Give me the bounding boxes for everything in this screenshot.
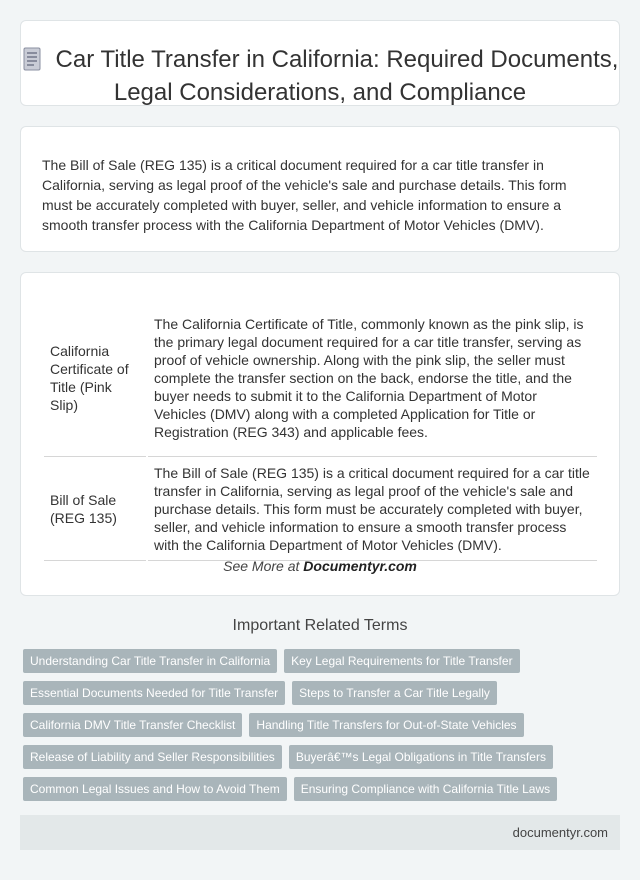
term-cell: Bill of Sale (REG 135) <box>44 457 146 561</box>
definitions-table <box>42 299 599 561</box>
description-cell: The California Certificate of Title, commonly known as the pink slip, is the primary legal document required for a car title transfer, serving as proof of vehicle ownership. Along with the pink slip, the seller must complete the transfer section on the back, endorse the title, and the buyer needs to submit it to the California Department of Motor Vehicles (DMV) along with a completed Application for Title or Registration (REG 343) and applicable fees. <box>148 299 597 457</box>
intro-paragraph: The Bill of Sale (REG 135) is a critical document required for a car title transfer in California, serving as legal proof of the vehicle's sale and purchase details. This form must be accurately completed with buyer, seller, and vehicle information to ensure a smooth transfer process with the California Department of Motor Vehicles (DMV). <box>42 157 567 233</box>
related-term-tag[interactable]: Essential Documents Needed for Title Transfer <box>23 681 285 705</box>
footer-site-link[interactable]: documentyr.com <box>512 825 608 840</box>
footer <box>20 815 620 850</box>
tag-row <box>23 681 497 705</box>
table-row <box>44 457 597 561</box>
see-more-link[interactable]: Documentyr.com <box>303 558 417 574</box>
related-term-tag[interactable]: California DMV Title Transfer Checklist <box>23 713 242 737</box>
tag-row <box>23 649 520 673</box>
table-row <box>44 299 597 457</box>
related-term-tag[interactable]: Understanding Car Title Transfer in California <box>23 649 277 673</box>
related-term-tag[interactable]: Steps to Transfer a Car Title Legally <box>292 681 497 705</box>
page-title <box>21 21 619 107</box>
page-title-text: Car Title Transfer in California: Required Documents, Legal Considerations, and Compliance <box>55 46 619 106</box>
related-term-tag[interactable]: Handling Title Transfers for Out-of-State Vehicles <box>249 713 523 737</box>
title-card <box>20 20 620 106</box>
tag-row <box>23 745 553 769</box>
document-icon <box>22 47 42 78</box>
related-term-tag[interactable]: Common Legal Issues and How to Avoid Them <box>23 777 287 801</box>
tag-row <box>23 713 524 737</box>
related-term-tag[interactable]: Buyerâ€™s Legal Obligations in Title Transfers <box>289 745 553 769</box>
see-more-prefix: See More at <box>223 558 304 574</box>
related-term-tag[interactable]: Release of Liability and Seller Responsibilities <box>23 745 282 769</box>
tag-row <box>23 777 557 801</box>
definitions-card <box>20 272 620 596</box>
related-terms-heading: Important Related Terms <box>232 617 408 634</box>
related-term-tag[interactable]: Key Legal Requirements for Title Transfer <box>284 649 519 673</box>
intro-card <box>20 126 620 252</box>
description-cell: The Bill of Sale (REG 135) is a critical document required for a car title transfer in California, serving as legal proof of the vehicle's sale and purchase details. This form must be accurately completed with buyer, seller, and vehicle information to ensure a smooth transfer process with the California Department of Motor Vehicles (DMV). <box>148 457 597 561</box>
term-cell: California Certificate of Title (Pink Slip) <box>44 299 146 457</box>
related-term-tag[interactable]: Ensuring Compliance with California Title Laws <box>294 777 557 801</box>
see-more-text <box>21 558 619 574</box>
